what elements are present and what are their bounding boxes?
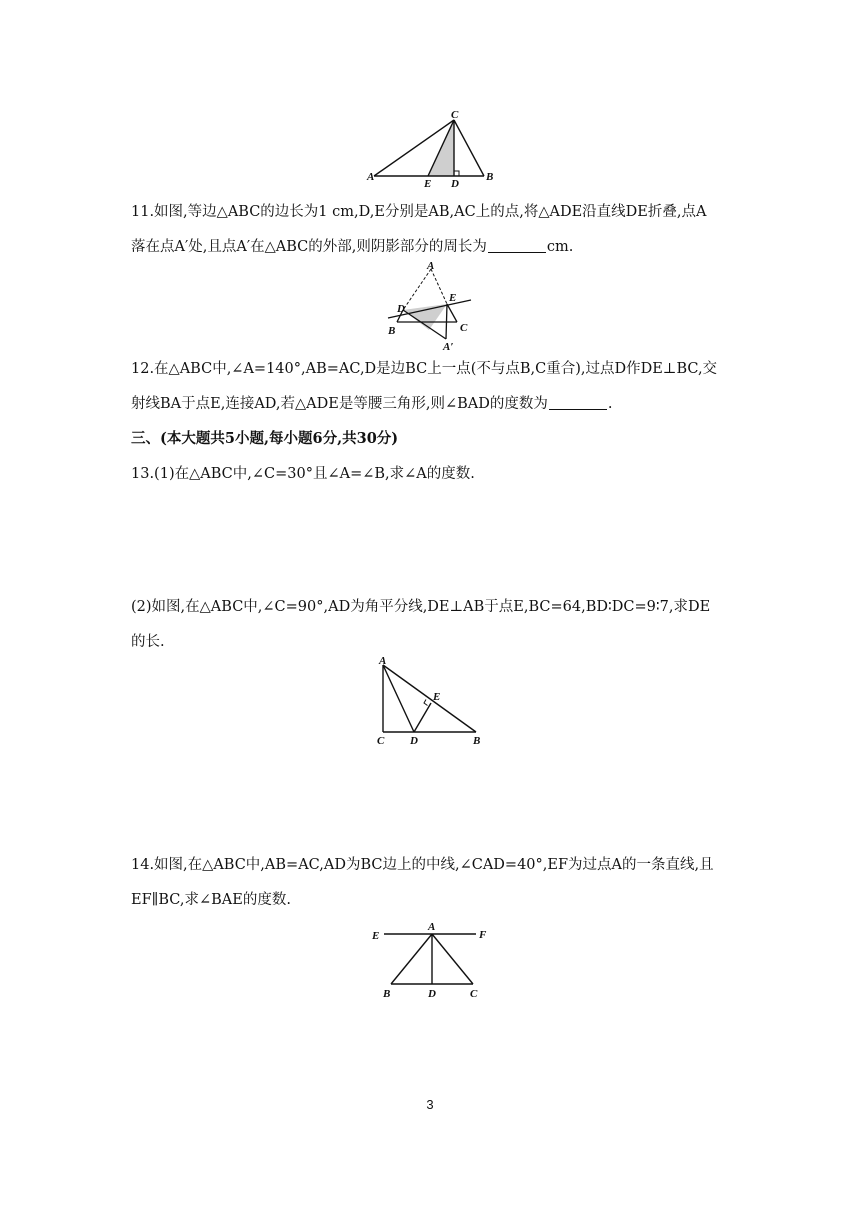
right-triangle-figure-q13 bbox=[370, 652, 490, 750]
label-F: F bbox=[479, 929, 487, 941]
label-A-prime: A′ bbox=[443, 341, 454, 352]
label-A: A bbox=[379, 655, 387, 667]
label-C: C bbox=[377, 735, 385, 747]
label-D: D bbox=[410, 735, 418, 747]
label-C: C bbox=[470, 988, 478, 1000]
question-11-line-1: 11.如图,等边△ABC的边长为1 cm,D,E分别是AB,AC上的点,将△ADE沿直线DE折叠,点A bbox=[131, 204, 707, 220]
label-C: C bbox=[460, 322, 468, 334]
page-number: 3 bbox=[426, 1097, 434, 1112]
answer-blank bbox=[549, 395, 607, 410]
question-12-line-1: 12.在△ABC中,∠A=140°,AB=AC,D是边BC上一点(不与点B,C重合),过点D作DE⊥BC,交 bbox=[131, 361, 718, 377]
question-11-line-2: 落在点A′处,且点A′在△ABC的外部,则阴影部分的周长为 cm. bbox=[131, 239, 574, 255]
label-A: A bbox=[428, 921, 436, 933]
question-13-part-2-line-1: (2)如图,在△ABC中,∠C=90°,AD为角平分线,DE⊥AB于点E,BC=64,BD∶DC=9∶7,求DE bbox=[131, 599, 711, 615]
section-3-heading: 三、(本大题共5小题,每小题6分,共30分) bbox=[131, 430, 399, 447]
question-14-line-1: 14.如图,在△ABC中,AB=AC,AD为BC边上的中线,∠CAD=40°,EF为过点A的一条直线,且 bbox=[131, 857, 714, 873]
label-B: B bbox=[486, 171, 494, 183]
label-B: B bbox=[473, 735, 481, 747]
label-D: D bbox=[451, 178, 459, 188]
folded-triangle-figure-q11 bbox=[383, 262, 483, 352]
question-12-line-2: 射线BA于点E,连接AD,若△ADE是等腰三角形,则∠BAD的度数为 . bbox=[131, 396, 613, 412]
label-D: D bbox=[397, 303, 405, 315]
label-B: B bbox=[383, 988, 391, 1000]
label-E: E bbox=[372, 930, 380, 942]
question-13-part-1: 13.(1)在△ABC中,∠C=30°且∠A=∠B,求∠A的度数. bbox=[131, 466, 475, 482]
triangle-figure-q10 bbox=[360, 108, 500, 188]
label-A: A bbox=[427, 262, 435, 272]
label-B: B bbox=[388, 325, 396, 337]
label-A: A bbox=[367, 171, 375, 183]
label-D: D bbox=[428, 988, 436, 1000]
label-E: E bbox=[424, 178, 432, 188]
label-E: E bbox=[433, 691, 441, 703]
answer-blank bbox=[488, 238, 546, 253]
question-14-line-2: EF∥BC,求∠BAE的度数. bbox=[131, 892, 291, 908]
isosceles-triangle-figure-q14 bbox=[366, 920, 496, 1002]
label-E: E bbox=[449, 292, 457, 304]
label-C: C bbox=[451, 109, 459, 121]
question-13-part-2-line-2: 的长. bbox=[131, 634, 165, 650]
